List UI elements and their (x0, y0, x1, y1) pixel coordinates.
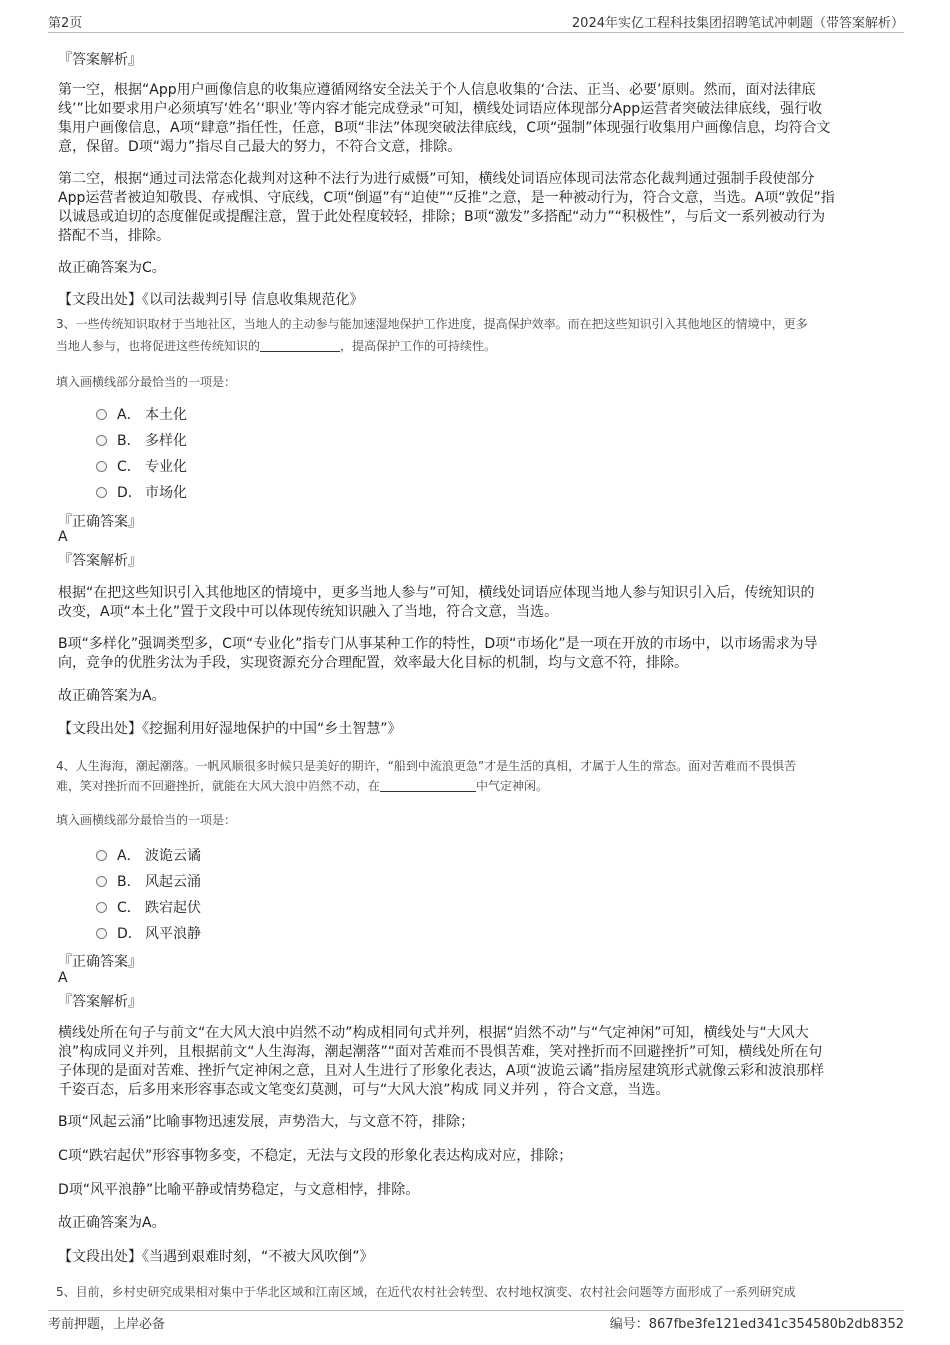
q3-analysis-p2-line2: 向，竞争的优胜劣汰为手段，实现资源充分合理配置，效率最大化目标的机制，均与文意不符，排除。 (58, 655, 688, 671)
q4-analysis-p1-line1: 横线处所在句子与前文“在大风大浪中岿然不动”构成相同句式并列，根据“岿然不动”与“气定神闲”可知，横线处与“大风大 (58, 1025, 809, 1041)
q4-analysis-p1-line4: 千姿百态，后多用来形容事态或文笔变幻莫测，可与“大风大浪”构成 同义并列 ，符合文意，当选。 (58, 1082, 670, 1098)
q3-blank (260, 338, 340, 352)
q4-option-d[interactable]: D． 风平浪静 (96, 923, 201, 943)
radio-icon[interactable] (96, 876, 107, 887)
q4-prompt: 填入画横线部分最恰当的一项是： (56, 813, 237, 827)
q4-option-a[interactable]: A． 波诡云谲 (96, 845, 201, 865)
page-header (48, 12, 904, 32)
q3-stem-line2 (56, 335, 496, 357)
q2-analysis-p1-line4: 意，保留。D项“竭力”指尽自己最大的努力，不符合文意，排除。 (58, 139, 462, 155)
page-number: 第2页 (48, 16, 83, 31)
radio-icon[interactable] (96, 928, 107, 939)
q3-analysis-tag: 『答案解析』 (58, 553, 142, 569)
q4-blank (380, 778, 476, 792)
q4-analysis-p1-line2: 浪”构成同义并列，且根据前文“人生海海，潮起潮落”“面对苦难而不畏惧苦难，笑对挫折而不回避挫折”可知，横线处所在句 (58, 1044, 823, 1060)
q4-analysis-d: D项“风平浪静”比喻平静或情势稳定，与文意相悖，排除。 (58, 1182, 420, 1198)
q3-option-c[interactable]: C． 专业化 (96, 456, 187, 476)
q3-correct-tag: 『正确答案』 (58, 514, 142, 530)
q3-source: 【文段出处】《挖掘利用好湿地保护的中国“乡土智慧”》 (58, 721, 402, 737)
q2-analysis-tag: 『答案解析』 (58, 52, 142, 68)
q4-analysis-b: B项“风起云涌”比喻事物迅速发展，声势浩大，与文意不符，排除； (58, 1114, 475, 1130)
q4-source: 【文段出处】《当遇到艰难时刻，“不被大风吹倒”》 (58, 1249, 374, 1265)
q2-analysis-p2-line1: 第二空，根据“通过司法常态化裁判对这种不法行为进行威慑”可知，横线处词语应体现司法常态化裁判通过强制手段使部分 (58, 171, 815, 187)
radio-icon[interactable] (96, 435, 107, 446)
radio-icon[interactable] (96, 461, 107, 472)
q4-analysis-p1-line3: 子体现的是面对苦难、挫折气定神闲之意，且对人生进行了形象化表达，A项“波诡云谲”指房屋建筑形式就像云彩和波浪那样 (58, 1063, 825, 1079)
footer-slogan: 考前押题，上岸必备 (48, 1317, 166, 1332)
q4-analysis-tag: 『答案解析』 (58, 994, 142, 1010)
q3-option-a[interactable]: A． 本土化 (96, 404, 187, 424)
q3-prompt: 填入画横线部分最恰当的一项是： (56, 375, 237, 389)
radio-icon[interactable] (96, 487, 107, 498)
q4-analysis-c: C项“跌宕起伏”形容事物多变，不稳定，无法与文段的形象化表达构成对应，排除； (58, 1148, 573, 1164)
q4-stem-line2-after: 中气定神闲。 (476, 779, 549, 793)
page-footer (48, 1313, 904, 1333)
radio-icon[interactable] (96, 902, 107, 913)
q4-conclusion: 故正确答案为A。 (58, 1215, 166, 1231)
q2-analysis-p2-line4: 搭配不当，排除。 (58, 228, 170, 244)
q4-option-b[interactable]: B． 风起云涌 (96, 871, 201, 891)
q4-correct-tag: 『正确答案』 (58, 954, 142, 970)
q3-stem-line1: 3、一些传统知识取材于当地社区，当地人的主动参与能加速湿地保护工作进度，提高保护效率。而在把这些知识引入其他地区的情境中，更多 (56, 317, 808, 331)
q3-stem-line2-after: ，提高保护工作的可持续性。 (340, 339, 497, 353)
q2-conclusion: 故正确答案为C。 (58, 260, 166, 276)
document-id: 编号：867fbe3fe121ed341c354580b2db8352 (609, 1317, 904, 1332)
q4-correct-answer: A (58, 970, 68, 986)
q2-source: 【文段出处】《以司法裁判引导 信息收集规范化》 (58, 292, 364, 308)
q3-analysis-p2-line1: B项“多样化”强调类型多，C项“专业化”指专门从事某种工作的特性，D项“市场化”是一项在开放的市场中，以市场需求为导 (58, 636, 818, 652)
q3-analysis-p1-line1: 根据“在把这些知识引入其他地区的情境中，更多当地人参与”可知，横线处词语应体现当地人参与知识引入后，传统知识的 (58, 585, 815, 601)
document-title: 2024年实亿工程科技集团招聘笔试冲刺题（带答案解析） (571, 16, 904, 31)
q2-analysis-p1-line1: 第一空，根据“App用户画像信息的收集应遵循网络安全法关于个人信息收集的‘合法、正当、必要’原则。然而，面对法律底 (58, 82, 816, 98)
q2-analysis-p2-line3: 以诚恳或迫切的态度催促或提醒注意，置于此处程度较轻，排除；B项“激发”多搭配“动力”“积极性”，与后文一系列被动行为 (58, 209, 826, 225)
q2-analysis-p1-line3: 集用户画像信息，A项“肆意”指任性，任意，B项“非法”体现突破法律底线，C项“强制”体现强行收集用户画像信息，均符合文 (58, 120, 831, 136)
q3-analysis-p1-line2: 改变，A项“本土化”置于文段中可以体现传统知识融入了当地，符合文意，当选。 (58, 604, 559, 620)
q3-option-d[interactable]: D． 市场化 (96, 482, 187, 502)
q2-analysis-p2-line2: App运营者被迫知敬畏、存戒惧、守底线，C项“倒逼”有“迫使”“反推”之意，是一种被动行为，符合文意，当选。A项“敦促”指 (58, 190, 835, 206)
header-divider (48, 32, 904, 33)
radio-icon[interactable] (96, 409, 107, 420)
q3-correct-answer: A (58, 529, 68, 545)
q4-stem-line2-before: 难，笑对挫折而不回避挫折，就能在大风大浪中岿然不动，在 (56, 779, 381, 793)
q3-conclusion: 故正确答案为A。 (58, 688, 166, 704)
q4-stem-line2 (56, 775, 548, 797)
q4-stem-line1: 4、人生海海，潮起潮落。一帆风顺很多时候只是美好的期许，“船到中流浪更急”才是生活的真相，才属于人生的常态。面对苦难而不畏惧苦 (56, 759, 797, 773)
radio-icon[interactable] (96, 850, 107, 861)
q3-option-b[interactable]: B． 多样化 (96, 430, 187, 450)
q4-option-c[interactable]: C． 跌宕起伏 (96, 897, 201, 917)
q3-stem-line2-before: 当地人参与，也将促进这些传统知识的 (56, 339, 261, 353)
q5-stem-line1: 5、目前，乡村史研究成果相对集中于华北区域和江南区域，在近代农村社会转型、农村地权演变、农村社会问题等方面形成了一系列研究成 (56, 1285, 796, 1299)
q2-analysis-p1-line2: 线’”比如要求用户必须填写‘姓名’‘职业’等内容才能完成登录”可知，横线处词语应体现部分App运营者突破法律底线，强行收 (58, 101, 823, 117)
footer-divider (48, 1310, 904, 1311)
